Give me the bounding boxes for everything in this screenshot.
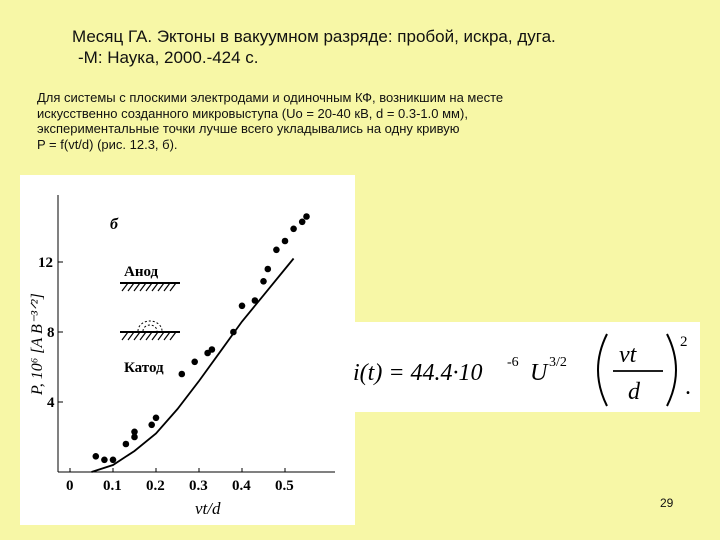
data-point xyxy=(230,329,237,336)
formula-u-exponent: 3/2 xyxy=(549,355,567,370)
x-tick-label: 0.4 xyxy=(232,478,251,494)
data-point xyxy=(131,429,138,436)
formula-u: U xyxy=(530,360,548,386)
data-point xyxy=(239,303,246,310)
body-line: Для системы с плоскими электродами и одиночным КФ, возникшим на месте xyxy=(37,90,504,105)
data-point xyxy=(265,266,272,273)
page-number: 29 xyxy=(660,496,674,510)
anode-icon xyxy=(120,283,180,291)
data-point xyxy=(260,278,267,285)
formula-box xyxy=(345,322,700,412)
y-tick-label: 4 xyxy=(47,395,55,411)
data-point xyxy=(252,297,259,304)
cathode-label: Катод xyxy=(124,360,164,376)
left-paren xyxy=(598,334,607,406)
fraction-numerator: vt xyxy=(619,342,637,368)
title-line-2: -М: Наука, 2000.-424 с. xyxy=(78,48,259,67)
title-line-1: Месяц ГА. Эктоны в вакуумном разряде: пробой, искра, дуга. xyxy=(72,27,556,46)
formula xyxy=(345,322,700,412)
data-point xyxy=(123,441,130,448)
anode-label: Анод xyxy=(124,264,159,280)
scatter-chart xyxy=(20,175,355,525)
panel-label: б xyxy=(110,216,118,233)
body-paragraph xyxy=(37,90,697,152)
y-tick-label: 12 xyxy=(38,255,53,271)
body-line: экспериментальные точки лучше всего укладывались на одну кривую xyxy=(37,121,460,136)
data-point xyxy=(303,213,310,220)
data-point xyxy=(191,359,198,366)
body-line: искусственно созданного микровыступа (Uo = 20-40 кВ, d = 0.3-1.0 мм), xyxy=(37,105,468,121)
formula-exponent: -6 xyxy=(507,355,519,370)
data-point xyxy=(93,453,100,460)
x-tick-label: 0 xyxy=(66,478,74,494)
paren-exponent: 2 xyxy=(680,334,688,350)
figure-panel xyxy=(20,175,355,525)
data-point xyxy=(273,247,280,254)
fraction-denominator: d xyxy=(628,379,640,405)
data-point xyxy=(179,371,186,378)
data-point xyxy=(209,346,216,353)
x-tick-label: 0.3 xyxy=(189,478,208,494)
data-point xyxy=(110,457,117,464)
data-point xyxy=(101,457,108,464)
data-point xyxy=(282,238,289,245)
data-point xyxy=(299,219,306,226)
x-axis-label: vt/d xyxy=(195,499,221,518)
body-line: P = f(vt/d) (рис. 12.3, б). xyxy=(37,136,178,152)
data-point xyxy=(290,226,297,233)
right-paren xyxy=(667,334,676,406)
x-tick-label: 0.5 xyxy=(275,478,294,494)
cathode-icon xyxy=(120,321,180,340)
data-point xyxy=(153,415,160,422)
x-tick-label: 0.1 xyxy=(103,478,122,494)
slide-title xyxy=(72,26,712,68)
formula-lhs: i(t) = 44.4·10 xyxy=(353,360,483,386)
y-tick-label: 8 xyxy=(47,325,55,341)
formula-end: . xyxy=(685,374,691,400)
x-tick-label: 0.2 xyxy=(146,478,165,494)
y-axis-label: P, 10⁶ [A B⁻³ᐟ²] xyxy=(29,293,46,395)
data-point xyxy=(148,422,155,429)
